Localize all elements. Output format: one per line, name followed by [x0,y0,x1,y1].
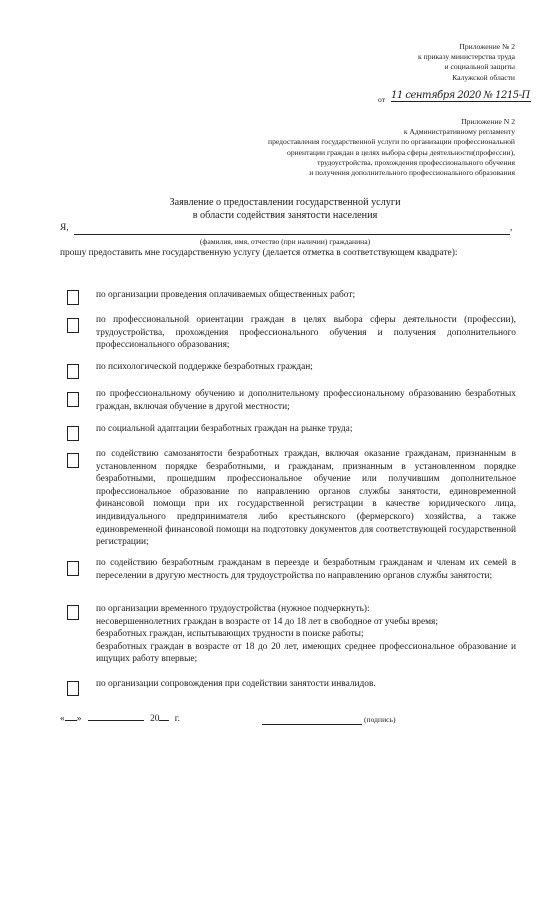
option-checkbox-temporary-employment[interactable] [67,605,79,620]
applicant-caption: (фамилия, имя, отчество (при наличии) гражданина) [199,237,371,246]
regulation-attachment-block [268,117,515,178]
option-text: по организации проведения оплачиваемых общественных работ; [96,290,356,300]
option-text: по социальной адаптации безработных граждан на рынке труда; [96,424,353,434]
option-checkbox-paid-public-works[interactable] [67,290,79,305]
order-date-handwritten: 11 сентября 2020 № 1215-П [391,90,530,101]
option-text-temporary-employment [96,603,516,666]
request-text: прошу предоставить мне государственную услугу (делается отметка в соответствующем квадрате): [60,248,458,258]
date-day-blank[interactable] [65,720,77,721]
date-year-suffix: г. [174,714,180,724]
regulation-attachment-line: предоставления государственной услуги по организации профессиональной [268,137,515,147]
title-line: Заявление о предоставлении государственной услуги [169,197,401,208]
regulation-attachment-line: ориентации граждан в целях выбора сферы деятельности(профессии), [287,147,515,157]
option-checkbox-psychological-support[interactable] [67,364,79,379]
option-text: по профессиональному обучению и дополнительному профессиональному образованию безработных граждан, включая обучение в другой местности; [96,389,516,412]
option-checkbox-disabled-support[interactable] [67,681,79,696]
option-text: по содействию самозанятости безработных граждан, включая оказание гражданам, признанным в установленном порядке безработными, и гражданам, признанным в установленном порядке безработными, прошедшим профессиональное обучение или получившим дополнительное профессиональное образование по направлению органов службы занятости, единовременной финансовой помощи при их государственной регистрации в качестве юридического лица, индивидуального предпринимателя либо крестьянского (фермерского) хозяйства, а также единовременной финансовой помощи на подготовку документов для соответствующей государственной регистрации; [96,449,516,548]
option-subitem: безработных граждан в возрасте от 18 до 20 лет, имеющих среднее профессиональное образование и ищущих работу впервые; [96,641,516,665]
option-checkbox-self-employment[interactable] [67,453,79,468]
regulation-attachment-line: и получения дополнительного профессионального образования [309,168,515,178]
option-checkbox-vocational-training[interactable] [67,392,79,407]
order-attachment-line: Приложение № 2 [459,42,515,51]
date-close-quote: » [76,714,82,724]
order-attachment-block [418,42,515,83]
date-month-blank[interactable] [88,720,144,721]
title-line: в области содействия занятости населения [192,210,378,221]
option-text: по организации сопровождения при содействии занятости инвалидов. [96,679,376,689]
date-field [60,713,180,726]
order-attachment-line: к приказу министерства труда [418,52,515,62]
order-attachment-line: Калужской области [452,72,515,82]
signature-caption: (подпись) [364,715,396,724]
option-text: по профессиональной ориентации граждан в целях выбора сферы деятельности (профессии), трудоустройства, прохождения профессионального обучения и получения дополнительного профессионального образования; [96,315,516,351]
date-year-blank[interactable] [159,720,169,721]
option-subitem: безработных граждан, испытывающих трудности в поиске работы; [96,629,364,640]
option-text: по организации временного трудоустройства (нужное подчеркнуть): [96,604,370,614]
order-date-prefix: от [378,95,386,104]
order-attachment-line: и социальной защиты [444,62,515,72]
option-text: по психологической поддержке безработных граждан; [96,362,313,372]
option-checkbox-career-guidance[interactable] [67,318,79,333]
signature-field[interactable] [262,724,362,725]
option-checkbox-relocation[interactable] [67,561,79,576]
document-title [60,196,510,222]
regulation-attachment-line: трудоустройства, прохождения профессионального обучения [317,157,515,167]
regulation-attachment-line: к Административному регламенту [403,127,515,137]
applicant-prefix: Я, [60,223,69,233]
date-year-prefix: 20 [150,714,160,724]
regulation-attachment-line: Приложение N 2 [461,117,515,126]
date-open-quote: « [60,714,65,724]
option-checkbox-social-adaptation[interactable] [67,426,79,441]
applicant-name-field[interactable] [74,234,510,235]
applicant-suffix: , [510,223,513,233]
option-text: по содействию безработным гражданам в переезде и безработным гражданам и членам их семей в переселении в другую местность для трудоустройства по направлению органов службы занятости; [96,558,516,581]
option-subitem: несовершеннолетних граждан в возрасте от 14 до 18 лет в свободное от учебы время; [96,616,438,627]
